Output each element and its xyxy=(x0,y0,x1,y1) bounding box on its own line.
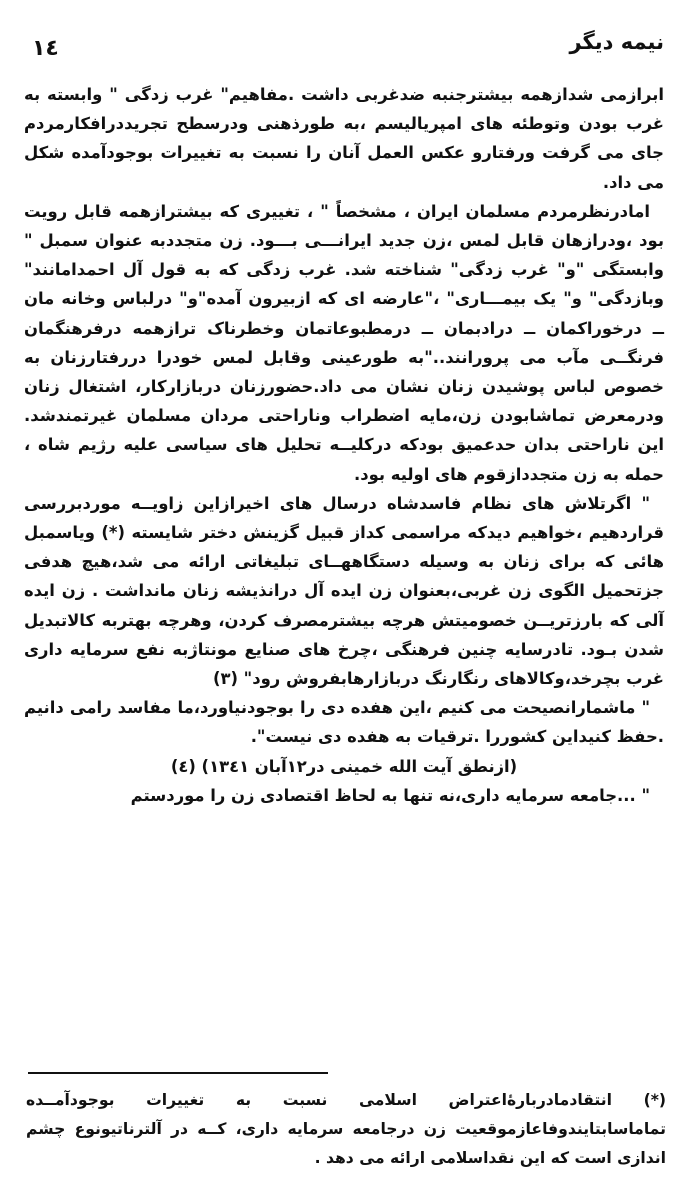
paragraph-2: امادرنظرمردم مسلمان ایران ، مشخصاً " ، تغییری که بیشترازهمه قابل رویت بود ،ودرازهان قابل لمس ،زن جدید ایرانـــی بـــود. زن متجددبه عنوان سمبل " وابستگی "و" غرب زدگی" شناخته شد. غرب زدگی که به قول آل احمدامانند" وبازدگی" و" یک بیمـــاری" ،"عارضه ای که ازبیرون آمده"و" درلباس وخانه مان ــ درخوراکمان ــ درادبمان ــ درمطبوعاتمان وخطرناک ترازهمه درفرهنگمان فرنگــی مآب می پرورانند.."به طورعینی وقابل لمس خودرا دررفتارزنان به خصوص لباس پوشیدن زنان نشان می داد.حضورزنان دربازارکار، اشتغال زنان ودرمعرض تماشابودن زن،مایه اضطراب وناراحتی مردان مسلمان غیرتمندشد. این ناراحتی بدان حدعمیق بودکه درکلیــه تحلیل های سیاسی علیه رژیم شاه ، حمله به زن متجددازقوم های اولیه بود. xyxy=(24,201,664,484)
body-text xyxy=(24,80,664,810)
footnote-divider xyxy=(28,1072,328,1074)
quote-citation: (ازنطق آیت الله خمینی در١٢آبان ١٣٤١) (٤) xyxy=(170,756,518,776)
running-title: نیمه دیگر xyxy=(569,30,664,54)
page-header xyxy=(24,24,664,64)
quote-paragraph-3: " ...جامعه سرمایه داری،نه تنها به لحاظ اقتصادی زن را موردستم xyxy=(130,785,650,805)
paragraph-1: ابرازمی شدازهمه بیشترجنبه ضدغربی داشت .مفاهیم" غرب زدگی " وابسته به غرب بودن وتوطئه های امپریالیسم ،به طورذهنی ودرسطح تجریددرافکارمردم جای می گرفت ورفتارو عکس العمل آنان را نسبت به تغییرات بوجودآمده شکل می داد. xyxy=(24,85,664,192)
page-number: ١٤ xyxy=(32,36,59,61)
footnote-text: (*) انتقادمادربارۀاعتراض اسلامی نسبت به تغییرات بوجودآمــده تماماسابتایندوفاعازموقعیت زن درجامعه سرمایه داری، کــه در آلترناتیونوع چشم اندازی است که این نقداسلامی ارائه می دهد . xyxy=(26,1091,666,1167)
footnote xyxy=(26,1086,666,1173)
quote-paragraph-2: " ماشمارانصیحت می کنیم ،این هفده دی را بوجودنیاورد،ما مفاسد رامی دانیم .حفظ کنیداین کشوررا .ترقیات به هفده دی نیست". xyxy=(24,698,664,747)
quote-paragraph-1: " اگرتلاش های نظام فاسدشاه درسال های اخیرازاین زاویــه موردبررسی قراردهیم ،خواهیم دیدکه مراسمی کداز قبیل گزینش دختر شایسته (*) ویاسمبل هائی که برای زنان به وسیله دستگاههــای تبلیغاتی ارائه می شد،هیچ هدفی جزتحمیل الگوی زن غربی،بعنوان زن ایده آل درانذیشه زنان مانداشت . زن ایده آلی که بارزتریــن خصومیتش هرچه بیشترمصرف کردن، وهرچه بهتربه کالاتبدیل شدن بـود. تادرسایه چنین فرهنگی ،چرخ های صنایع مونتاژبه نفع سرمایه داری غرب بچرخد،وکالاهای رنگارنگ دربازارهابفروش رود" (٣) xyxy=(24,493,664,689)
